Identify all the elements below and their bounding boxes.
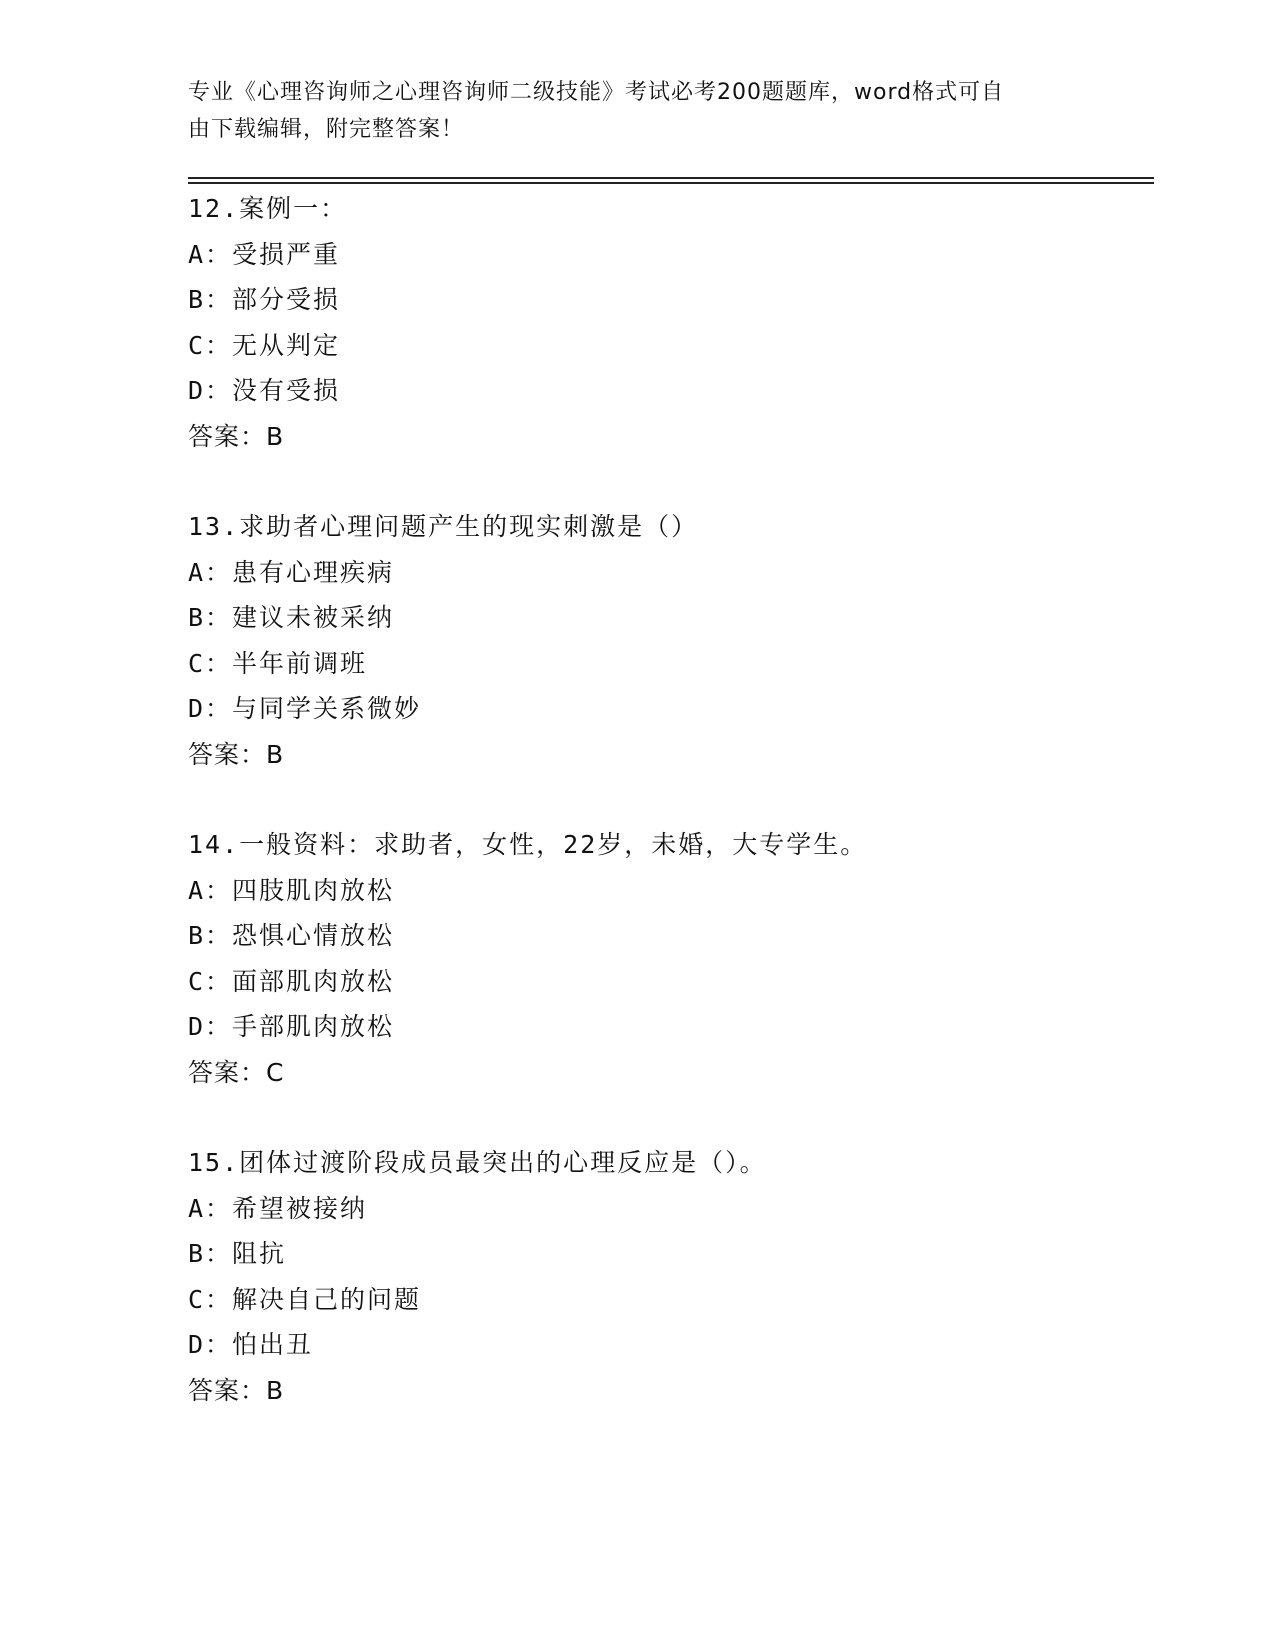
- option-d: D：手部肌肉放松: [188, 1012, 395, 1041]
- header-divider-bottom: [188, 182, 1154, 184]
- question-stem: 13.求助者心理问题产生的现实刺激是（）: [188, 512, 699, 541]
- question-14: [188, 822, 1154, 1095]
- question-stem: 12.案例一：: [188, 194, 348, 223]
- option-a: A：患有心理疾病: [188, 557, 395, 587]
- question-12: [188, 186, 1154, 459]
- question-stem: 15.团体过渡阶段成员最突出的心理反应是（）。: [188, 1148, 767, 1177]
- answer-line: 答案：B: [188, 421, 285, 451]
- option-c: C：解决自己的问题: [188, 1284, 422, 1314]
- option-c: C：半年前调班: [188, 648, 368, 678]
- question-15: [188, 1140, 1154, 1413]
- option-b: B：建议未被采纳: [188, 603, 395, 632]
- option-a: A：希望被接纳: [188, 1193, 368, 1223]
- answer-line: 答案：B: [188, 739, 285, 769]
- option-d: D：没有受损: [188, 376, 341, 405]
- option-c: C：面部肌肉放松: [188, 966, 395, 996]
- header-line-2: 由下载编辑，附完整答案！: [188, 117, 465, 142]
- option-b: B：阻抗: [188, 1239, 287, 1268]
- answer-line: 答案：B: [188, 1375, 285, 1405]
- option-a: A：四肢肌肉放松: [188, 875, 395, 905]
- option-d: D：与同学关系微妙: [188, 694, 422, 723]
- document-header: [188, 74, 1068, 148]
- option-b: B：恐惧心情放松: [188, 921, 395, 950]
- question-13: [188, 504, 1154, 777]
- header-line-1: 专业《心理咨询师之心理咨询师二级技能》考试必考200题题库，word格式可自: [188, 80, 1005, 105]
- option-d: D：怕出丑: [188, 1330, 314, 1359]
- option-a: A：受损严重: [188, 239, 341, 269]
- answer-line: 答案：C: [188, 1057, 285, 1087]
- header-divider-top: [188, 177, 1154, 179]
- question-list: [188, 186, 1154, 1458]
- option-c: C：无从判定: [188, 330, 341, 360]
- question-stem: 14.一般资料：求助者，女性，22岁，未婚，大专学生。: [188, 830, 868, 859]
- option-b: B：部分受损: [188, 285, 341, 314]
